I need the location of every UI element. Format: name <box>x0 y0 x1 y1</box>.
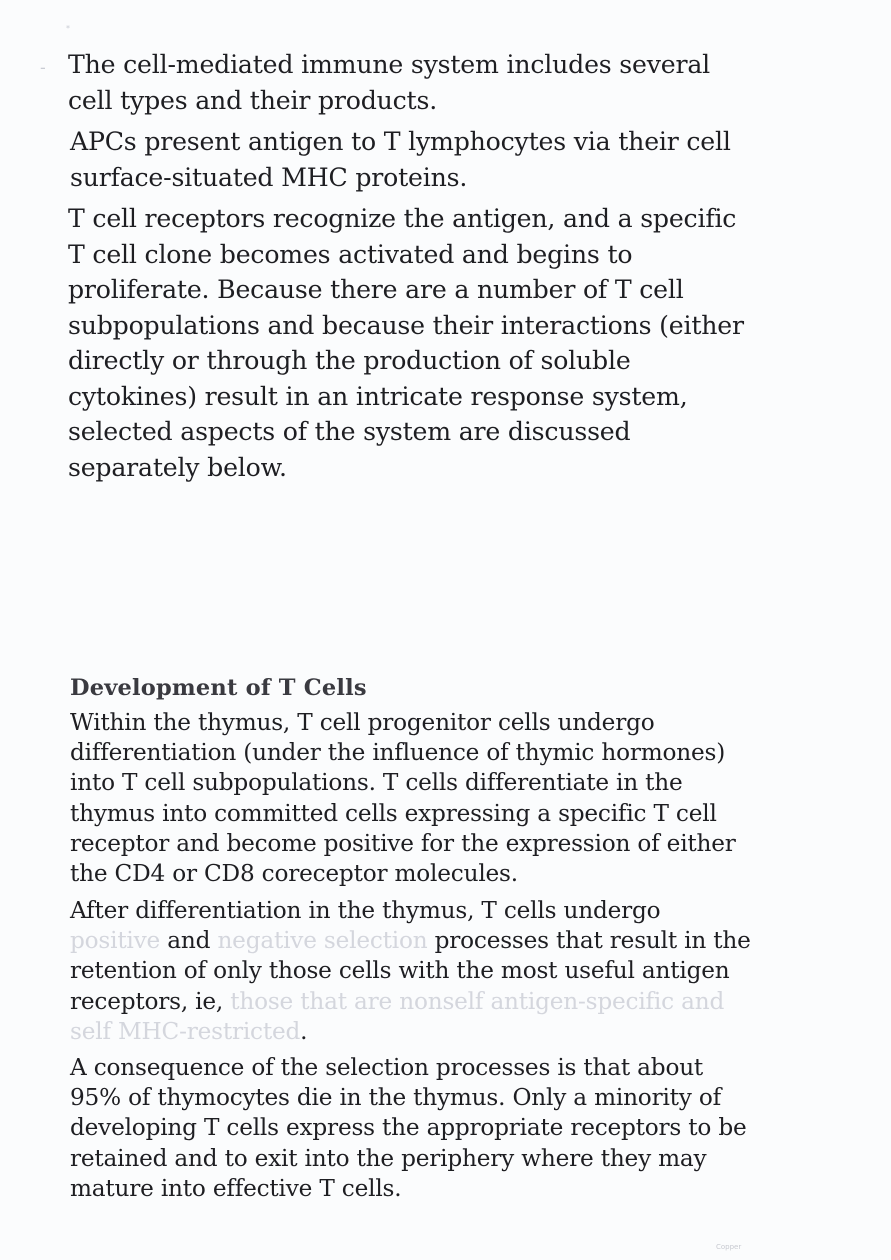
text-fragment: processes that result in the <box>434 927 751 955</box>
text-line: A consequence of the selection processes is that about <box>70 1054 704 1081</box>
text-line: APCs present antigen to T lymphocytes via their cell <box>70 127 731 156</box>
text-line: directly or through the production of soluble <box>68 346 631 375</box>
intro-paragraph-3 <box>68 201 808 485</box>
text-fragment: and <box>167 927 211 955</box>
text-line: developing T cells express the appropriate receptors to be <box>70 1114 747 1142</box>
text-line: selected aspects of the system are discussed <box>68 417 631 446</box>
text-line <box>70 1017 810 1047</box>
text-line: The cell-mediated immune system includes several <box>68 50 710 79</box>
text-line: thymus into committed cells expressing a specific T cell <box>70 799 717 827</box>
faded-text: positive <box>70 927 161 955</box>
text-line: T cell receptors recognize the antigen, and a specific <box>68 204 737 233</box>
faded-text: self MHC-restricted <box>70 1017 301 1045</box>
development-paragraph-2 <box>70 896 810 1047</box>
text-line: surface-situated MHC proteins. <box>70 162 468 192</box>
scan-speck: * <box>66 24 70 33</box>
margin-dash-mark: - <box>40 58 46 77</box>
text-line: retention of only those cells with the most useful antigen <box>70 957 730 985</box>
text-line: separately below. <box>68 452 287 482</box>
text-line: the CD4 or CD8 coreceptor molecules. <box>70 860 518 888</box>
text-line: differentiation (under the influence of thymic hormones) <box>70 739 726 767</box>
text-line: Within the thymus, T cell progenitor cells undergo <box>70 709 655 736</box>
text-line: subpopulations and because their interactions (either <box>68 310 744 340</box>
faded-text: negative selection <box>217 927 428 955</box>
page-footer-mark: Copper <box>716 1243 742 1251</box>
section-heading: Development of T Cells <box>70 675 367 701</box>
text-line: receptor and become positive for the expression of either <box>70 829 736 857</box>
text-line: into T cell subpopulations. T cells differentiate in the <box>70 769 683 797</box>
intro-paragraph-1 <box>68 47 808 118</box>
text-fragment: receptors, ie, <box>70 987 224 1015</box>
text-line: 95% of thymocytes die in the thymus. Only a minority of <box>70 1084 721 1112</box>
text-line: mature into effective T cells. <box>70 1174 402 1202</box>
text-fragment: . <box>300 1017 308 1045</box>
text-line: cytokines) result in an intricate response system, <box>68 381 688 411</box>
text-line <box>70 987 810 1017</box>
faded-text: those that are nonself antigen-specific and <box>230 987 725 1015</box>
text-line: retained and to exit into the periphery where they may <box>70 1144 707 1172</box>
development-paragraph-3 <box>70 1053 810 1204</box>
text-line: After differentiation in the thymus, T cells undergo <box>70 897 661 924</box>
intro-paragraph-2 <box>70 124 810 195</box>
text-line: proliferate. Because there are a number of T cell <box>68 275 684 304</box>
text-line <box>70 926 810 956</box>
text-line: T cell clone becomes activated and begins to <box>68 239 633 269</box>
development-paragraph-1 <box>70 708 810 889</box>
text-line: cell types and their products. <box>68 85 437 115</box>
